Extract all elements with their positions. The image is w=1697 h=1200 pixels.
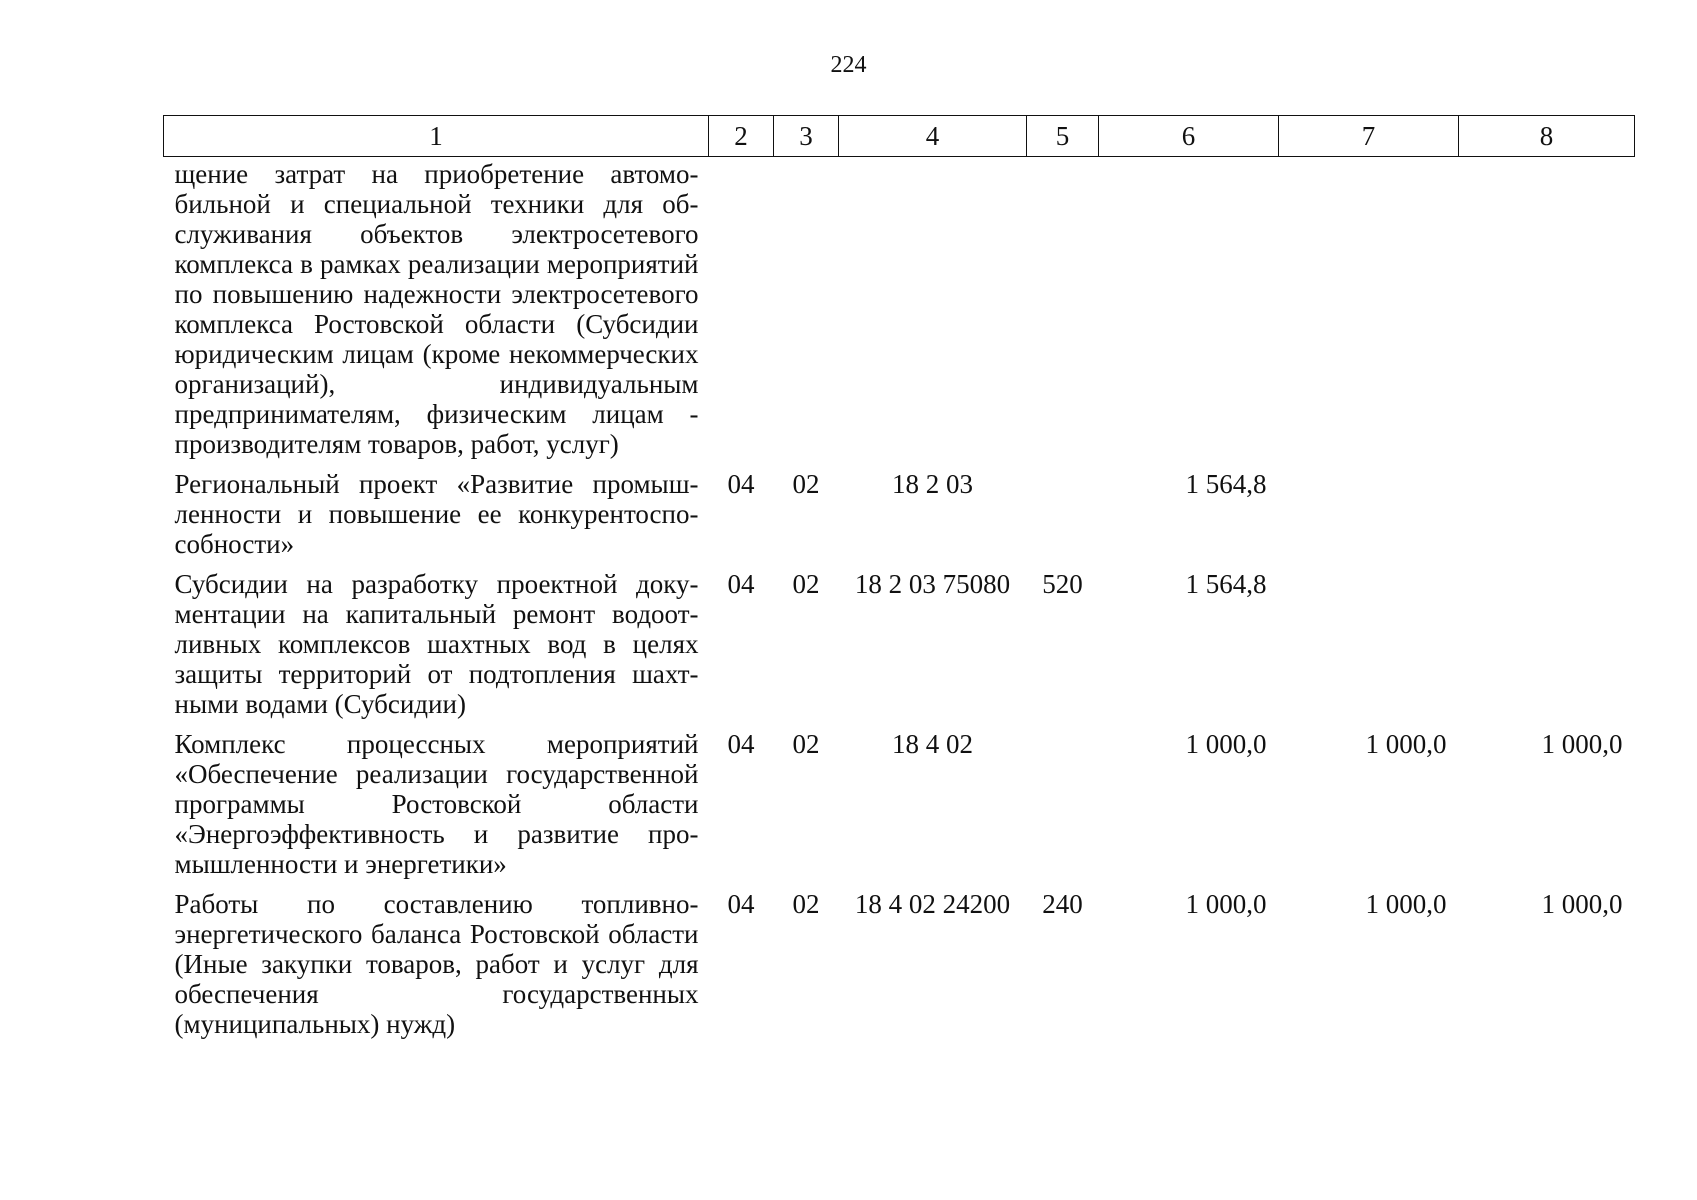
cell-target-article <box>839 157 1027 470</box>
cell-expense-type: 520 <box>1042 569 1083 599</box>
row-name: Региональный проект «Развитие промышленности и повышение ее конкурентоспособности» <box>174 469 699 559</box>
table-header-row <box>164 116 1635 157</box>
budget-table <box>163 115 1635 1049</box>
cell-sum-1: 1 564,8 <box>1185 569 1267 599</box>
cell-section: 04 <box>727 729 755 759</box>
table-row <box>164 729 1635 889</box>
cell-sum-1: 1 000,0 <box>1185 889 1267 919</box>
column-header: 1 <box>164 116 709 157</box>
column-header: 6 <box>1099 116 1279 157</box>
row-name: Субсидии на разработку проектной документации на капитальный ремонт водоотливных комплексов шахтных вод в целях защиты территорий от подтопления шахтными водами (Субсидии) <box>174 569 699 719</box>
row-name: Работы по составлению топливно-энергетического баланса Ростовской области (Иные закупки товаров, работ и услуг для обеспечения государственных (муниципальных) нужд) <box>174 889 699 1039</box>
cell-expense-type <box>1027 157 1099 470</box>
column-header: 2 <box>709 116 774 157</box>
table-row <box>164 157 1635 470</box>
column-header: 5 <box>1027 116 1099 157</box>
cell-sum-3: 1 000,0 <box>1541 889 1623 919</box>
cell-sum-2 <box>1279 157 1459 470</box>
column-header: 8 <box>1459 116 1635 157</box>
cell-expense-type <box>1027 729 1099 889</box>
page-number: 224 <box>830 52 867 78</box>
column-header: 4 <box>839 116 1027 157</box>
column-header: 7 <box>1279 116 1459 157</box>
cell-sum-1 <box>1099 157 1279 470</box>
cell-subsection: 02 <box>792 889 820 919</box>
row-name: щение затрат на приобретение автомобильной и специальной техники для обслуживания объектов электросетевого комплекса в рамках реализации мероприятий по повышению надежности электросетевого комплекса Ростовской области (Субсидии юридическим лицам (кроме некоммерческих организаций), индивидуальным предпринимателям, физическим лицам - производителям товаров, работ, услуг) <box>174 159 699 459</box>
cell-sum-2 <box>1279 569 1459 729</box>
cell-sum-3 <box>1459 157 1635 470</box>
cell-sum-3 <box>1459 469 1635 569</box>
cell-section: 04 <box>727 569 755 599</box>
cell-subsection <box>774 157 839 470</box>
cell-target-article: 18 4 02 24200 <box>854 889 1011 919</box>
cell-section: 04 <box>727 889 755 919</box>
column-header: 3 <box>774 116 839 157</box>
cell-subsection: 02 <box>792 569 820 599</box>
table-row <box>164 569 1635 729</box>
cell-target-article: 18 2 03 <box>892 469 973 499</box>
cell-sum-1: 1 564,8 <box>1185 469 1267 499</box>
cell-sum-1: 1 000,0 <box>1185 729 1267 759</box>
cell-sum-2 <box>1279 469 1459 569</box>
cell-target-article: 18 2 03 75080 <box>854 569 1011 599</box>
cell-expense-type <box>1027 469 1099 569</box>
cell-sum-2: 1 000,0 <box>1365 729 1447 759</box>
table-row <box>164 469 1635 569</box>
cell-target-article: 18 4 02 <box>892 729 973 759</box>
cell-sum-3 <box>1459 569 1635 729</box>
cell-subsection: 02 <box>792 469 820 499</box>
row-name: Комплекс процессных мероприятий «Обеспечение реализации государственной программы Ростовской области «Энергоэффективность и развитие промышленности и энергетики» <box>174 729 699 879</box>
cell-expense-type: 240 <box>1042 889 1083 919</box>
table-row <box>164 889 1635 1049</box>
cell-sum-3: 1 000,0 <box>1541 729 1623 759</box>
cell-section <box>709 157 774 470</box>
cell-subsection: 02 <box>792 729 820 759</box>
cell-sum-2: 1 000,0 <box>1365 889 1447 919</box>
cell-section: 04 <box>727 469 755 499</box>
